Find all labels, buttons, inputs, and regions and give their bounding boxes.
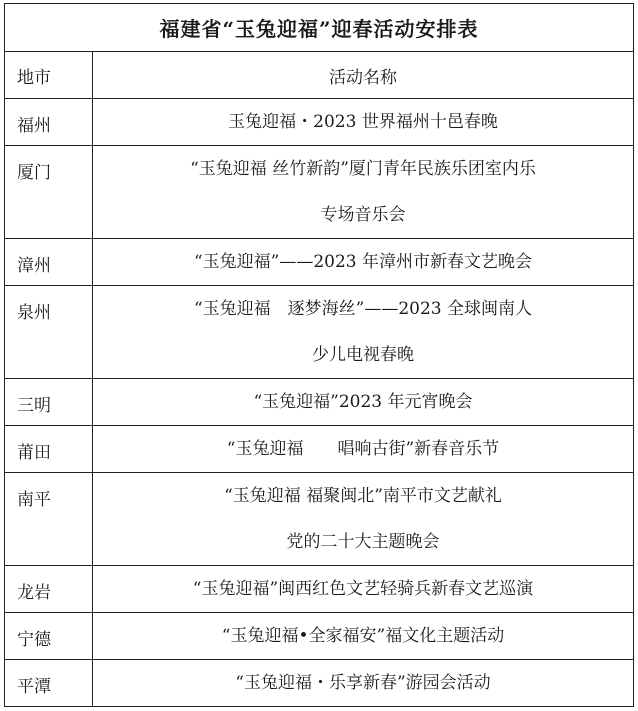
city-cell: 漳州 <box>5 239 93 286</box>
activity-cell <box>93 99 634 146</box>
city-cell: 宁德 <box>5 613 93 660</box>
activity-cell <box>93 379 634 426</box>
city-cell: 平潭 <box>5 660 93 707</box>
table-row <box>5 613 634 660</box>
header-city: 地市 <box>5 52 93 99</box>
table-row <box>5 239 634 286</box>
activity-line: 玉兔迎福・2023 世界福州十邑春晚 <box>228 112 498 132</box>
activity-cell <box>93 613 634 660</box>
activity-cell <box>93 566 634 613</box>
header-row <box>5 52 634 99</box>
activity-line: 少儿电视春晚 <box>312 345 414 365</box>
activity-line: 专场音乐会 <box>320 205 406 225</box>
activity-line: “玉兔迎福”——2023 年漳州市新春文艺晚会 <box>193 252 533 272</box>
table-row <box>5 146 634 239</box>
table-row <box>5 426 634 473</box>
activity-cell <box>93 426 634 473</box>
activity-line: “玉兔迎福”2023 年元宵晚会 <box>253 392 473 412</box>
table-row <box>5 286 634 379</box>
header-activity: 活动名称 <box>93 52 634 99</box>
activity-line: “玉兔迎福”闽西红色文艺轻骑兵新春文艺巡演 <box>192 579 534 599</box>
activity-line: 党的二十大主题晚会 <box>286 532 440 552</box>
activity-line: “玉兔迎福•全家福安”福文化主题活动 <box>221 626 505 646</box>
activity-cell <box>93 239 634 286</box>
activity-line: “玉兔迎福 逐梦海丝”——2023 全球闽南人 <box>193 299 533 319</box>
table-row <box>5 379 634 426</box>
activity-line: “玉兔迎福 丝竹新韵”厦门青年民族乐团室内乐 <box>190 159 536 179</box>
activity-schedule-table <box>4 3 634 707</box>
city-cell: 泉州 <box>5 286 93 379</box>
table-row <box>5 660 634 707</box>
table-title: 福建省“玉兔迎福”迎春活动安排表 <box>5 4 634 52</box>
city-cell: 厦门 <box>5 146 93 239</box>
activity-cell <box>93 473 634 566</box>
activity-cell <box>93 660 634 707</box>
activity-line: “玉兔迎福・乐享新春”游园会活动 <box>235 673 491 693</box>
city-cell: 南平 <box>5 473 93 566</box>
activity-cell <box>93 286 634 379</box>
activity-cell <box>93 146 634 239</box>
table-row <box>5 99 634 146</box>
title-row <box>5 4 634 52</box>
city-cell: 福州 <box>5 99 93 146</box>
city-cell: 龙岩 <box>5 566 93 613</box>
table-row <box>5 566 634 613</box>
city-cell: 三明 <box>5 379 93 426</box>
activity-line: “玉兔迎福 福聚闽北”南平市文艺献礼 <box>224 486 502 506</box>
table-row <box>5 473 634 566</box>
activity-line: “玉兔迎福 唱响古街”新春音乐节 <box>226 439 500 459</box>
city-cell: 莆田 <box>5 426 93 473</box>
